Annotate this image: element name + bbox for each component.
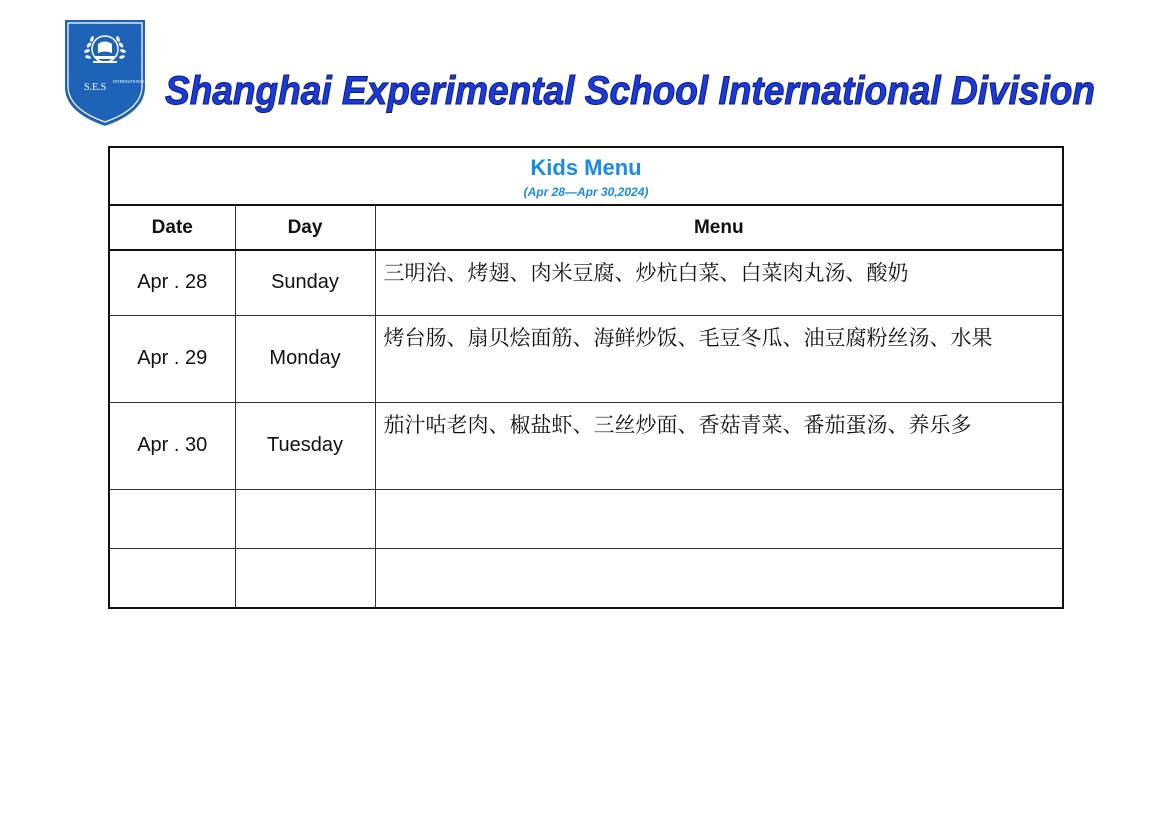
row-date	[109, 489, 235, 548]
menu-date-range: (Apr 28—Apr 30,2024)	[523, 185, 649, 199]
row-date	[109, 548, 235, 608]
title-cell	[109, 147, 1063, 205]
menu-table	[108, 146, 1064, 609]
row-menu	[375, 489, 1063, 548]
row-date: Apr . 29	[109, 315, 235, 402]
row-menu: 三明治、烤翅、肉米豆腐、炒杭白菜、白菜肉丸汤、酸奶	[375, 250, 1063, 315]
column-header-date: Date	[109, 205, 235, 250]
table-row	[109, 315, 1063, 402]
column-header-menu: Menu	[375, 205, 1063, 250]
title-row	[109, 147, 1063, 205]
school-name-text: Shanghai Experimental School International Division	[165, 69, 1095, 113]
row-date: Apr . 30	[109, 402, 235, 489]
table-row	[109, 489, 1063, 548]
row-day: Tuesday	[235, 402, 375, 489]
school-logo	[62, 17, 164, 129]
table-row	[109, 402, 1063, 489]
row-menu: 茄汁咕老肉、椒盐虾、三丝炒面、香菇青菜、番茄蛋汤、养乐多	[375, 402, 1063, 489]
school-title	[163, 58, 1103, 122]
table-row	[109, 250, 1063, 315]
row-day	[235, 489, 375, 548]
row-date: Apr . 28	[109, 250, 235, 315]
header-row	[109, 205, 1063, 250]
row-day: Monday	[235, 315, 375, 402]
row-menu: 烤台肠、扇贝烩面筋、海鲜炒饭、毛豆冬瓜、油豆腐粉丝汤、水果	[375, 315, 1063, 402]
column-header-day: Day	[235, 205, 375, 250]
row-day	[235, 548, 375, 608]
row-menu	[375, 548, 1063, 608]
row-day: Sunday	[235, 250, 375, 315]
logo-abbreviation: S.E.S	[84, 82, 107, 93]
menu-title: Kids Menu	[530, 155, 642, 180]
logo-subtext: INTERNATIONAL DIVISION	[113, 79, 164, 84]
table-row	[109, 548, 1063, 608]
